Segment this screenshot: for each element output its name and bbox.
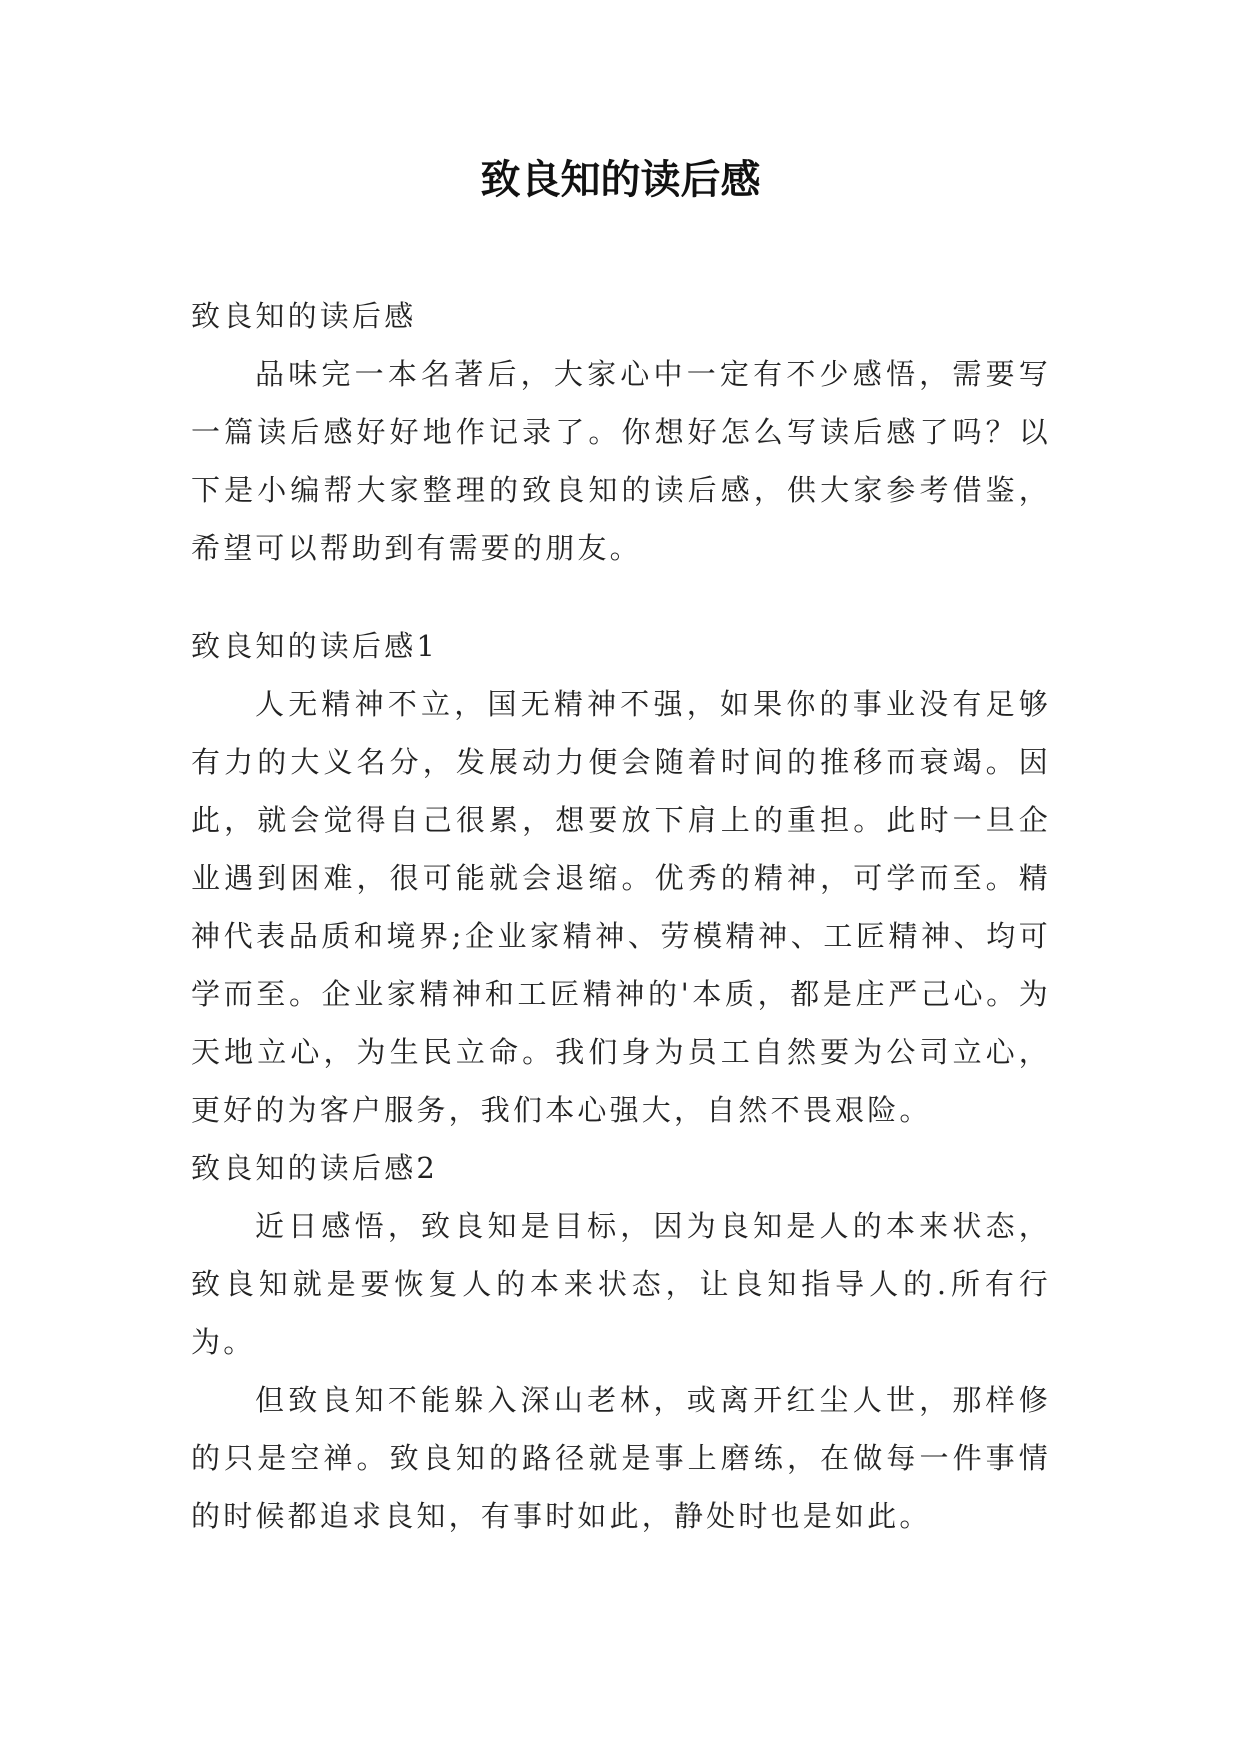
section-2-heading: 致良知的读后感2 — [191, 1151, 439, 1185]
section-spacer — [191, 577, 1051, 617]
section-2-paragraph-2: 但致良知不能躲入深山老林，或离开红尘人世，那样修的只是空禅。致良知的路径就是事上磨练，在做每一件事情的时候都追求良知，有事时如此，静处时也是如此。 — [191, 1383, 1051, 1533]
document-body — [191, 287, 1051, 1545]
section-2-paragraph-1: 近日感悟，致良知是目标，因为良知是人的本来状态，致良知就是要恢复人的本来状态，让良知指导人的.所有行为。 — [191, 1209, 1051, 1359]
intro-heading: 致良知的读后感 — [191, 299, 417, 333]
intro-paragraph: 品味完一本名著后，大家心中一定有不少感悟，需要写一篇读后感好好地作记录了。你想好怎么写读后感了吗？以下是小编帮大家整理的致良知的读后感，供大家参考借鉴，希望可以帮助到有需要的朋友。 — [191, 357, 1051, 565]
page-title: 致良知的读后感 — [480, 156, 761, 203]
section-1-heading: 致良知的读后感1 — [191, 629, 439, 663]
section-1-paragraph-1: 人无精神不立，国无精神不强，如果你的事业没有足够有力的大义名分，发展动力便会随着时间的推移而衰竭。因此，就会觉得自己很累，想要放下肩上的重担。此时一旦企业遇到困难，很可能就会退缩。优秀的精神，可学而至。精神代表品质和境界;企业家精神、劳模精神、工匠精神、均可学而至。企业家精神和工匠精神的'本质，都是庄严己心。为天地立心，为生民立命。我们身为员工自然要为公司立心，更好的为客户服务，我们本心强大，自然不畏艰险。 — [191, 687, 1051, 1127]
